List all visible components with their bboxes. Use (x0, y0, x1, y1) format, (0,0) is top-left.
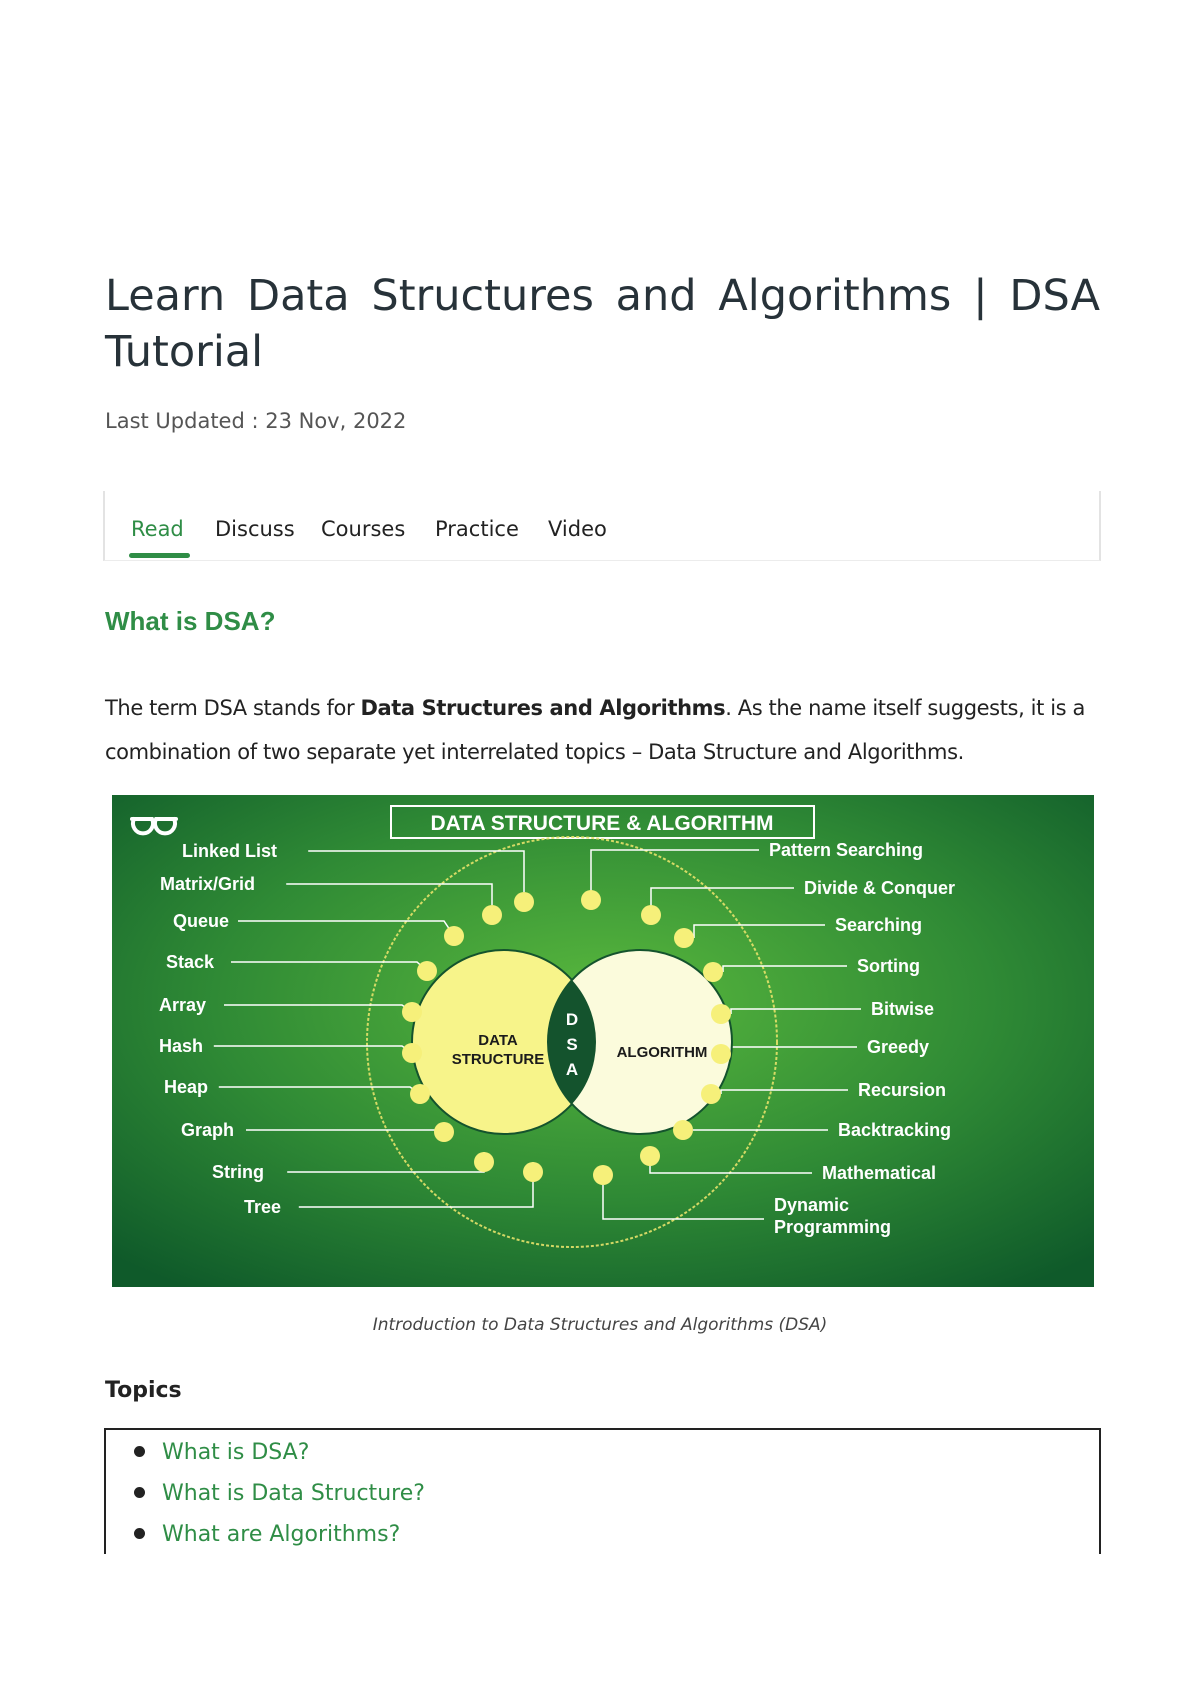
topic-link[interactable]: What are Algorithms? (162, 1522, 401, 1547)
tab-courses[interactable]: Courses (321, 517, 406, 541)
article-tabs (103, 491, 1101, 561)
diagram-node (711, 1044, 731, 1064)
diagram-node (434, 1122, 454, 1142)
intro-paragraph: The term DSA stands for Data Structures and Algorithms. As the name itself suggests, it is a combination of two separate yet interrelated topics – Data Structure and Algorithms. (105, 696, 1085, 764)
data-structure-label: STRUCTURE (451, 1051, 545, 1068)
diagram-label: Bitwise (871, 999, 935, 1019)
diagram-node (673, 1120, 693, 1140)
center-letter: S (566, 1035, 578, 1054)
tab-discuss[interactable]: Discuss (215, 517, 295, 541)
diagram-node (701, 1084, 721, 1104)
diagram-node (482, 905, 502, 925)
diagram-node (711, 1004, 731, 1024)
diagram-label: Dynamic (774, 1195, 850, 1215)
dsa-term: Data Structures and Algorithms (360, 696, 726, 720)
active-tab-indicator (129, 553, 190, 558)
diagram-node (674, 928, 694, 948)
diagram-node (410, 1084, 430, 1104)
list-item (134, 1481, 425, 1506)
diagram-node (402, 1002, 422, 1022)
diagram-node (402, 1043, 422, 1063)
diagram-label: Programming (774, 1217, 892, 1237)
diagram-label: Heap (164, 1077, 209, 1097)
diagram-node (444, 926, 464, 946)
tab-read[interactable]: Read (131, 517, 184, 541)
diagram-node (640, 1146, 660, 1166)
tab-video[interactable]: Video (548, 517, 607, 541)
center-letter: D (565, 1010, 579, 1029)
diagram-label: Divide & Conquer (804, 878, 956, 898)
diagram-label: Pattern Searching (769, 840, 924, 860)
diagram-label: Recursion (858, 1080, 947, 1100)
diagram-label: Searching (835, 915, 923, 935)
last-updated: Last Updated : 23 Nov, 2022 (105, 409, 407, 433)
topic-link[interactable]: What is DSA? (162, 1440, 310, 1465)
diagram-node (641, 905, 661, 925)
diagram-node (474, 1152, 494, 1172)
banner-title: DATA STRUCTURE & ALGORITHM (430, 812, 774, 835)
diagram-label: Array (159, 995, 207, 1015)
diagram-node (703, 962, 723, 982)
diagram-label: Mathematical (822, 1163, 937, 1183)
topic-link[interactable]: What is Data Structure? (162, 1481, 425, 1506)
list-item (134, 1522, 400, 1547)
topics-list-box (104, 1428, 1101, 1554)
bullet-icon (134, 1446, 145, 1457)
diagram-label: Graph (181, 1120, 235, 1140)
figure-caption: Introduction to Data Structures and Algorithms (DSA) (372, 1315, 828, 1335)
diagram-node (593, 1165, 613, 1185)
tab-practice[interactable]: Practice (435, 517, 519, 541)
data-structure-label: DATA (478, 1032, 518, 1049)
diagram-label: String (212, 1162, 264, 1182)
bullet-icon (134, 1487, 145, 1498)
center-letter: A (565, 1060, 579, 1079)
list-item (134, 1440, 309, 1465)
diagram-label: Matrix/Grid (160, 874, 256, 894)
page-title: Learn Data Structures and Algorithms | DSA Tutorial (105, 271, 1100, 377)
bullet-icon (134, 1528, 145, 1539)
diagram-label: Stack (166, 952, 215, 972)
diagram-node (523, 1162, 543, 1182)
diagram-label: Hash (159, 1036, 204, 1056)
diagram-node (581, 890, 601, 910)
diagram-label: Greedy (867, 1037, 930, 1057)
dsa-diagram (112, 795, 1094, 1287)
diagram-label: Backtracking (838, 1120, 952, 1140)
topics-heading: Topics (105, 1378, 182, 1403)
diagram-node (417, 961, 437, 981)
diagram-label: Queue (173, 911, 230, 931)
diagram-label: Tree (244, 1197, 282, 1217)
diagram-node (514, 892, 534, 912)
diagram-label: Sorting (857, 956, 920, 976)
algorithm-label: ALGORITHM (616, 1044, 708, 1061)
section-heading: What is DSA? (105, 606, 276, 636)
diagram-label: Linked List (182, 841, 278, 861)
